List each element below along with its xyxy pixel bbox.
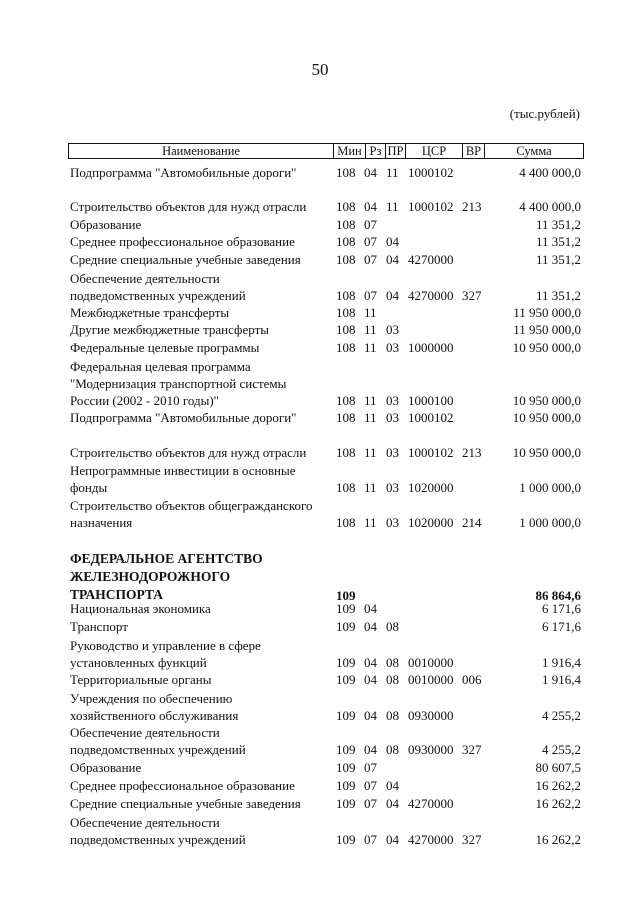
row-rz: 07 (364, 796, 377, 811)
row-csr: 1020000 (408, 480, 454, 495)
row-min: 109 (336, 588, 356, 603)
row-min: 108 (336, 393, 356, 408)
row-min: 109 (336, 708, 356, 723)
row-rz: 04 (364, 165, 377, 180)
row-rz: 07 (364, 760, 377, 775)
row-name-line: назначения (70, 515, 133, 530)
row-sum: 11 950 000,0 (513, 305, 581, 320)
row-rz: 04 (364, 199, 377, 214)
row-sum: 4 400 000,0 (519, 199, 581, 214)
row-name (70, 358, 332, 409)
row-name (70, 462, 332, 496)
row-name-line: ЖЕЛЕЗНОДОРОЖНОГО (70, 569, 231, 584)
row-pr: 03 (386, 480, 399, 495)
row-name-line: ФЕДЕРАЛЬНОЕ АГЕНТСТВО (70, 551, 263, 566)
row-min: 109 (336, 796, 356, 811)
row-name-line: Средние специальные учебные заведения (70, 252, 301, 267)
row-rz: 11 (364, 445, 377, 460)
row-sum: 1 916,4 (542, 672, 581, 687)
row-name-line: Национальная экономика (70, 601, 211, 616)
row-pr: 03 (386, 340, 399, 355)
row-sum: 16 262,2 (535, 832, 581, 847)
row-csr: 1000102 (408, 410, 454, 425)
row-name (70, 759, 332, 776)
row-sum: 10 950 000,0 (512, 393, 581, 408)
row-name-line: фонды (70, 480, 108, 495)
row-csr: 4270000 (408, 796, 454, 811)
row-name-line: Непрограммные инвестиции в основные (70, 463, 296, 478)
row-name (70, 251, 332, 268)
row-name-line: Руководство и управление в сфере (70, 638, 261, 653)
row-csr: 1000102 (408, 199, 454, 214)
header-sum: Сумма (484, 144, 583, 158)
row-name (70, 600, 332, 617)
row-name-line: Строительство объектов для нужд отрасли (70, 445, 307, 460)
row-pr: 03 (386, 322, 399, 337)
header-csr: ЦСР (405, 144, 462, 158)
row-name-line: ТРАНСПОРТА (70, 587, 164, 602)
row-name-line: "Модернизация транспортной системы (70, 376, 287, 391)
row-rz: 07 (364, 234, 377, 249)
row-name-line: Обеспечение деятельности (70, 725, 220, 740)
row-csr: 0930000 (408, 708, 454, 723)
row-name (70, 339, 332, 356)
row-name-line: Образование (70, 217, 142, 232)
row-pr: 04 (386, 778, 399, 793)
row-csr: 4270000 (408, 288, 454, 303)
row-name-line: подведомственных учреждений (70, 288, 246, 303)
row-min: 108 (336, 165, 356, 180)
row-name (70, 724, 332, 758)
row-sum: 86 864,6 (535, 588, 581, 603)
row-csr: 4270000 (408, 252, 454, 267)
row-rz: 07 (364, 778, 377, 793)
row-vr: 214 (462, 515, 482, 530)
row-sum: 4 400 000,0 (519, 165, 581, 180)
header-rz: Рз (365, 144, 385, 158)
row-sum: 11 950 000,0 (513, 322, 581, 337)
row-min: 108 (336, 252, 356, 267)
row-rz: 07 (364, 217, 377, 232)
row-rz: 04 (364, 672, 377, 687)
row-name-line: Образование (70, 760, 142, 775)
row-name (70, 164, 332, 181)
row-rz: 11 (364, 515, 377, 530)
row-sum: 6 171,6 (542, 601, 581, 616)
row-name-line: Строительство объектов общегражданского (70, 498, 313, 513)
row-name-line: Транспорт (70, 619, 128, 634)
row-name (70, 198, 332, 215)
page-number: 50 (311, 60, 329, 79)
row-csr: 1000000 (408, 340, 454, 355)
row-name-line: Другие межбюджетные трансферты (70, 322, 269, 337)
row-name (70, 814, 332, 848)
row-sum: 10 950 000,0 (512, 445, 581, 460)
row-sum: 10 950 000,0 (512, 340, 581, 355)
row-sum: 4 255,2 (542, 742, 581, 757)
row-name (70, 321, 332, 338)
row-name-line: Обеспечение деятельности (70, 271, 220, 286)
row-sum: 11 351,2 (535, 252, 581, 267)
row-rz: 11 (364, 410, 377, 425)
row-csr: 4270000 (408, 832, 454, 847)
row-name (70, 795, 332, 812)
row-name-line: Территориальные органы (70, 672, 212, 687)
row-name (70, 690, 332, 724)
row-pr: 11 (386, 165, 399, 180)
row-pr: 04 (386, 832, 399, 847)
row-min: 108 (336, 305, 356, 320)
row-min: 109 (336, 601, 356, 616)
row-name (70, 409, 332, 426)
row-min: 108 (336, 234, 356, 249)
header-vr: ВР (462, 144, 484, 158)
row-pr: 03 (386, 445, 399, 460)
row-name-line: Строительство объектов для нужд отрасли (70, 199, 307, 214)
units-label: (тыс.рублей) (509, 106, 580, 121)
row-name-line: установленных функций (70, 655, 207, 670)
row-pr: 03 (386, 515, 399, 530)
row-vr: 006 (462, 672, 482, 687)
row-rz: 04 (364, 742, 377, 757)
row-csr: 0930000 (408, 742, 454, 757)
row-name-line: Межбюджетные трансферты (70, 305, 230, 320)
row-rz: 07 (364, 288, 377, 303)
row-name (70, 216, 332, 233)
row-sum: 4 255,2 (542, 708, 581, 723)
row-sum: 1 000 000,0 (519, 515, 581, 530)
row-name-line: Федеральная целевая программа (70, 359, 251, 374)
row-rz: 11 (364, 305, 377, 320)
row-name-line: Среднее профессиональное образование (70, 778, 295, 793)
row-pr: 04 (386, 796, 399, 811)
row-sum: 1 916,4 (542, 655, 581, 670)
row-name (70, 671, 332, 688)
row-pr: 08 (386, 742, 399, 757)
row-rz: 04 (364, 619, 377, 634)
row-name-line: Учреждения по обеспечению (70, 691, 233, 706)
row-min: 109 (336, 778, 356, 793)
row-rz: 11 (364, 340, 377, 355)
row-name (70, 270, 332, 304)
row-pr: 08 (386, 619, 399, 634)
row-name (70, 233, 332, 250)
row-rz: 07 (364, 252, 377, 267)
row-name-line: Обеспечение деятельности (70, 815, 220, 830)
row-pr: 11 (386, 199, 399, 214)
row-sum: 6 171,6 (542, 619, 581, 634)
row-name (70, 637, 332, 671)
row-name-line: хозяйственного обслуживания (70, 708, 239, 723)
row-name-line: подведомственных учреждений (70, 742, 246, 757)
row-rz: 04 (364, 655, 377, 670)
row-min: 109 (336, 742, 356, 757)
row-vr: 213 (462, 199, 482, 214)
row-min: 108 (336, 199, 356, 214)
row-min: 108 (336, 322, 356, 337)
row-min: 108 (336, 340, 356, 355)
row-sum: 10 950 000,0 (512, 410, 581, 425)
row-csr: 0010000 (408, 672, 454, 687)
row-pr: 03 (386, 410, 399, 425)
row-min: 108 (336, 217, 356, 232)
row-name (70, 497, 332, 531)
row-name (70, 550, 332, 604)
row-vr: 327 (462, 742, 482, 757)
row-name-line: Федеральные целевые программы (70, 340, 260, 355)
header-name: Наименование (162, 144, 240, 158)
row-name-line: Среднее профессиональное образование (70, 234, 295, 249)
row-sum: 11 351,2 (535, 234, 581, 249)
row-name-line: России (2002 - 2010 годы)" (70, 393, 219, 408)
row-vr: 327 (462, 288, 482, 303)
row-name (70, 444, 332, 461)
row-sum: 11 351,2 (535, 217, 581, 232)
row-min: 108 (336, 515, 356, 530)
row-min: 108 (336, 480, 356, 495)
row-name (70, 777, 332, 794)
row-sum: 80 607,5 (535, 760, 581, 775)
row-sum: 11 351,2 (535, 288, 581, 303)
row-name (70, 618, 332, 635)
row-pr: 04 (386, 288, 399, 303)
row-csr: 1020000 (408, 515, 454, 530)
row-sum: 16 262,2 (535, 796, 581, 811)
row-sum: 16 262,2 (535, 778, 581, 793)
row-sum: 1 000 000,0 (519, 480, 581, 495)
row-pr: 03 (386, 393, 399, 408)
row-rz: 11 (364, 322, 377, 337)
row-min: 108 (336, 445, 356, 460)
row-name (70, 304, 332, 321)
row-name-line: Подпрограмма "Автомобильные дороги" (70, 165, 297, 180)
row-min: 109 (336, 760, 356, 775)
row-rz: 04 (364, 601, 377, 616)
row-min: 109 (336, 832, 356, 847)
row-min: 109 (336, 619, 356, 634)
row-name-line: подведомственных учреждений (70, 832, 246, 847)
row-name-line: Подпрограмма "Автомобильные дороги" (70, 410, 297, 425)
row-csr: 0010000 (408, 655, 454, 670)
row-min: 108 (336, 410, 356, 425)
row-name-line: Средние специальные учебные заведения (70, 796, 301, 811)
row-pr: 04 (386, 252, 399, 267)
row-pr: 08 (386, 708, 399, 723)
row-rz: 07 (364, 832, 377, 847)
row-csr: 1000102 (408, 165, 454, 180)
row-pr: 08 (386, 672, 399, 687)
row-pr: 08 (386, 655, 399, 670)
header-pr: ПР (385, 144, 405, 158)
header-min: Мин (333, 144, 365, 158)
row-min: 108 (336, 288, 356, 303)
row-rz: 11 (364, 393, 377, 408)
row-pr: 04 (386, 234, 399, 249)
row-min: 109 (336, 655, 356, 670)
row-min: 109 (336, 672, 356, 687)
row-vr: 327 (462, 832, 482, 847)
row-rz: 04 (364, 708, 377, 723)
row-vr: 213 (462, 445, 482, 460)
row-csr: 1000102 (408, 445, 454, 460)
row-csr: 1000100 (408, 393, 454, 408)
row-rz: 11 (364, 480, 377, 495)
